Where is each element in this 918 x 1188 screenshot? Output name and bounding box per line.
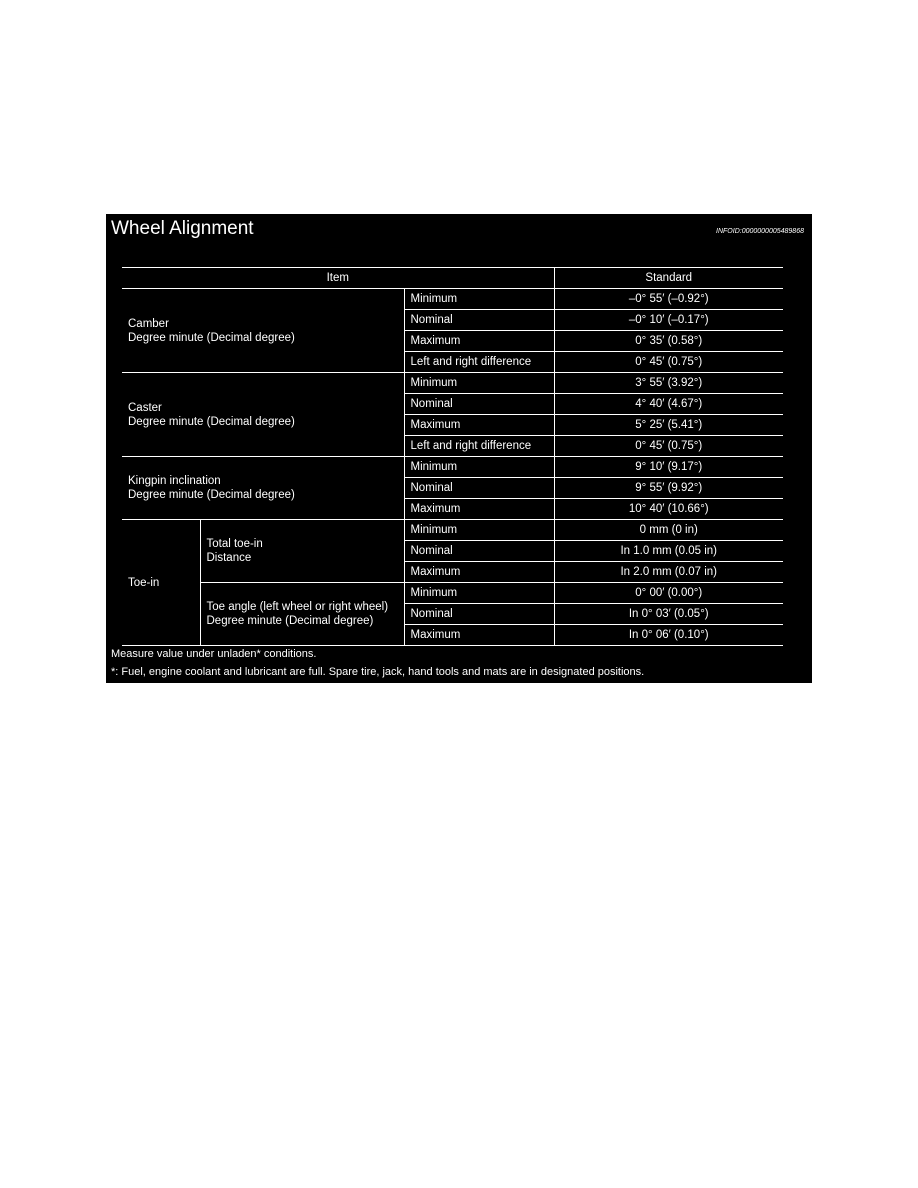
condition-cell: Nominal (404, 478, 554, 499)
condition-cell: Maximum (404, 499, 554, 520)
table-row (122, 457, 783, 478)
toe-angle-item (200, 583, 404, 646)
standard-cell: 3° 55′ (3.92°) (554, 373, 783, 394)
condition-cell: Minimum (404, 583, 554, 604)
camber-label: Camber (128, 317, 169, 330)
condition-cell: Minimum (404, 289, 554, 310)
condition-cell: Nominal (404, 541, 554, 562)
toe-in-label: Toe-in (128, 576, 160, 589)
standard-cell: 5° 25′ (5.41°) (554, 415, 783, 436)
condition-cell: Minimum (404, 520, 554, 541)
condition-cell: Maximum (404, 415, 554, 436)
total-toe-in-unit: Distance (206, 552, 252, 564)
standard-cell: –0° 10′ (–0.17°) (554, 310, 783, 331)
condition-cell: Maximum (404, 562, 554, 583)
caster-unit: Degree minute (Decimal degree) (128, 415, 295, 428)
standard-cell: 0° 45′ (0.75°) (554, 352, 783, 373)
standard-cell: 4° 40′ (4.67°) (554, 394, 783, 415)
condition-cell: Left and right difference (404, 352, 554, 373)
table-row (122, 289, 783, 310)
table-row (122, 583, 783, 604)
condition-cell: Nominal (404, 604, 554, 625)
condition-cell: Maximum (404, 625, 554, 646)
note-footnote: *: Fuel, engine coolant and lubricant are full. Spare tire, jack, hand tools and mats are in designated positions. (111, 666, 645, 678)
condition-cell: Nominal (404, 310, 554, 331)
caster-item (122, 373, 404, 457)
caster-label: Caster (128, 401, 162, 414)
standard-cell: 0° 35′ (0.58°) (554, 331, 783, 352)
condition-cell: Left and right difference (404, 436, 554, 457)
info-id: INFOID:0000000005489868 (716, 228, 804, 235)
kingpin-unit: Degree minute (Decimal degree) (128, 489, 295, 501)
camber-item (122, 289, 404, 373)
total-toe-in-label: Total toe-in (206, 538, 263, 550)
kingpin-label: Kingpin inclination (128, 475, 221, 487)
header-item: Item (326, 272, 349, 284)
header-standard: Standard (554, 268, 783, 289)
standard-cell: 9° 55′ (9.92°) (554, 478, 783, 499)
condition-cell: Maximum (404, 331, 554, 352)
standard-cell: –0° 55′ (–0.92°) (554, 289, 783, 310)
page-title: Wheel Alignment (111, 218, 254, 239)
total-toe-in-item (200, 520, 404, 583)
standard-cell: 0° 00′ (0.00°) (554, 583, 783, 604)
spec-panel (106, 214, 812, 683)
table-header-row (122, 268, 783, 289)
wheel-alignment-table (122, 267, 783, 646)
standard-cell: 0° 45′ (0.75°) (554, 436, 783, 457)
standard-cell: 10° 40′ (10.66°) (554, 499, 783, 520)
condition-cell: Minimum (404, 373, 554, 394)
camber-unit: Degree minute (Decimal degree) (128, 331, 295, 344)
standard-cell: In 0° 06′ (0.10°) (554, 625, 783, 646)
note-unladen: Measure value under unladen* conditions. (111, 648, 317, 660)
standard-cell: In 2.0 mm (0.07 in) (554, 562, 783, 583)
kingpin-item (122, 457, 404, 520)
standard-cell: In 1.0 mm (0.05 in) (554, 541, 783, 562)
standard-cell: In 0° 03′ (0.05°) (554, 604, 783, 625)
standard-cell: 9° 10′ (9.17°) (554, 457, 783, 478)
standard-cell: 0 mm (0 in) (554, 520, 783, 541)
table-row (122, 373, 783, 394)
toe-angle-label: Toe angle (left wheel or right wheel) (206, 601, 389, 613)
condition-cell: Nominal (404, 394, 554, 415)
toe-angle-unit: Degree minute (Decimal degree) (206, 615, 374, 627)
condition-cell: Minimum (404, 457, 554, 478)
toe-in-item (122, 520, 200, 646)
table-row (122, 520, 783, 541)
